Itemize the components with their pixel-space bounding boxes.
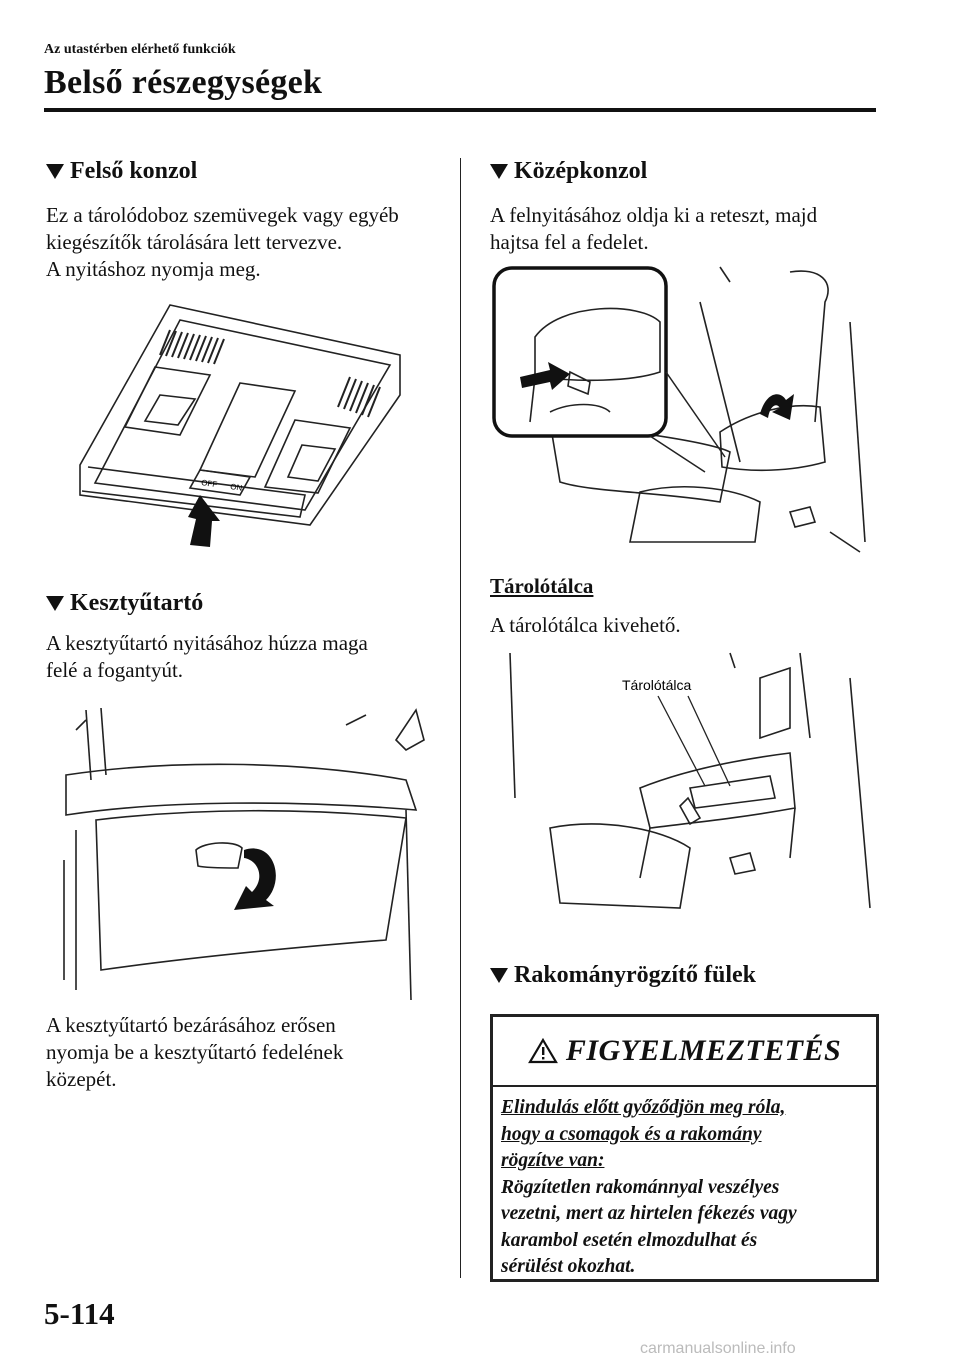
heading-kesztyutarto bbox=[46, 590, 203, 617]
callout-leader-line bbox=[688, 696, 730, 786]
paragraph-kesztyutarto-zaras bbox=[46, 1012, 343, 1093]
lift-arrow-icon bbox=[760, 394, 794, 420]
subheading-tarolotalca: Tárolótálca bbox=[490, 574, 594, 598]
paragraph-felso-konzol bbox=[46, 202, 399, 283]
text-line: hajtsa fel a fedelet. bbox=[490, 230, 649, 254]
glovebox-illustration bbox=[46, 700, 426, 1000]
running-header: Az utastérben elérhető funkciók bbox=[44, 42, 236, 57]
watermark-text: carmanualsonline.info bbox=[640, 1340, 796, 1357]
warning-header bbox=[493, 1017, 876, 1087]
center-console-illustration bbox=[490, 262, 880, 562]
heading-kozepkonzol bbox=[490, 158, 647, 185]
heading-rakomanyrogzito bbox=[490, 962, 756, 989]
page-title: Belső részegységek bbox=[44, 64, 323, 101]
push-arrow-icon bbox=[188, 495, 220, 547]
title-rule bbox=[44, 108, 876, 112]
warning-title: FIGYELMEZTETÉS bbox=[565, 1034, 842, 1067]
warning-body bbox=[501, 1095, 861, 1281]
warning-line: rögzítve van: bbox=[501, 1150, 605, 1171]
paragraph-kesztyutarto bbox=[46, 630, 368, 684]
warning-line: hogy a csomagok és a rakomány bbox=[501, 1123, 762, 1145]
inset-detail-frame bbox=[494, 268, 666, 436]
heading-text: Rakományrögzítő fülek bbox=[514, 962, 756, 988]
warning-line: sérülést okozhat. bbox=[501, 1256, 636, 1277]
callout-label-tarolotalca: Tárolótálca bbox=[622, 677, 692, 693]
paragraph-kozepkonzol bbox=[490, 202, 817, 256]
triangle-bullet-icon bbox=[46, 596, 64, 611]
text-line: A felnyitásához oldja ki a reteszt, majd bbox=[490, 203, 818, 227]
overhead-console-illustration bbox=[60, 295, 430, 555]
warning-line: Elindulás előtt győződjön meg róla, bbox=[501, 1097, 786, 1118]
heading-text: Felső konzol bbox=[70, 158, 198, 184]
warning-line: vezetni, mert az hirtelen fékezés vagy bbox=[501, 1203, 797, 1224]
warning-line: karambol esetén elmozdulhat és bbox=[501, 1229, 758, 1251]
storage-tray-illustration bbox=[490, 648, 880, 918]
switch-off-label: OFF bbox=[200, 478, 218, 490]
column-divider bbox=[460, 158, 461, 1278]
switch-on-label: ON bbox=[229, 482, 243, 493]
page-number: 5-114 bbox=[44, 1296, 115, 1331]
text-line: nyomja be a kesztyűtartó fedelének bbox=[46, 1040, 344, 1064]
text-line: felé a fogantyút. bbox=[46, 658, 184, 682]
callout-leader-line bbox=[658, 696, 705, 786]
text-line: A kesztyűtartó bezárásához erősen bbox=[46, 1013, 336, 1037]
triangle-bullet-icon bbox=[490, 968, 508, 983]
heading-felso-konzol bbox=[46, 158, 197, 185]
text-line: kiegészítők tárolására lett tervezve. bbox=[46, 230, 343, 254]
text-line: A nyitáshoz nyomja meg. bbox=[46, 257, 261, 281]
heading-text: Középkonzol bbox=[514, 158, 648, 184]
triangle-bullet-icon bbox=[46, 164, 64, 179]
triangle-bullet-icon bbox=[490, 164, 508, 179]
text-line: közepét. bbox=[46, 1067, 117, 1091]
paragraph-tarolotalca: A tárolótálca kivehető. bbox=[490, 613, 681, 637]
text-line: Ez a tárolódoboz szemüvegek vagy egyéb bbox=[46, 203, 399, 227]
text-line: A kesztyűtartó nyitásához húzza maga bbox=[46, 631, 368, 655]
warning-line: Rögzítetlen rakománnyal veszélyes bbox=[501, 1176, 780, 1198]
heading-text: Kesztyűtartó bbox=[70, 590, 204, 616]
warning-triangle-icon bbox=[528, 1038, 558, 1064]
warning-box bbox=[490, 1014, 879, 1282]
